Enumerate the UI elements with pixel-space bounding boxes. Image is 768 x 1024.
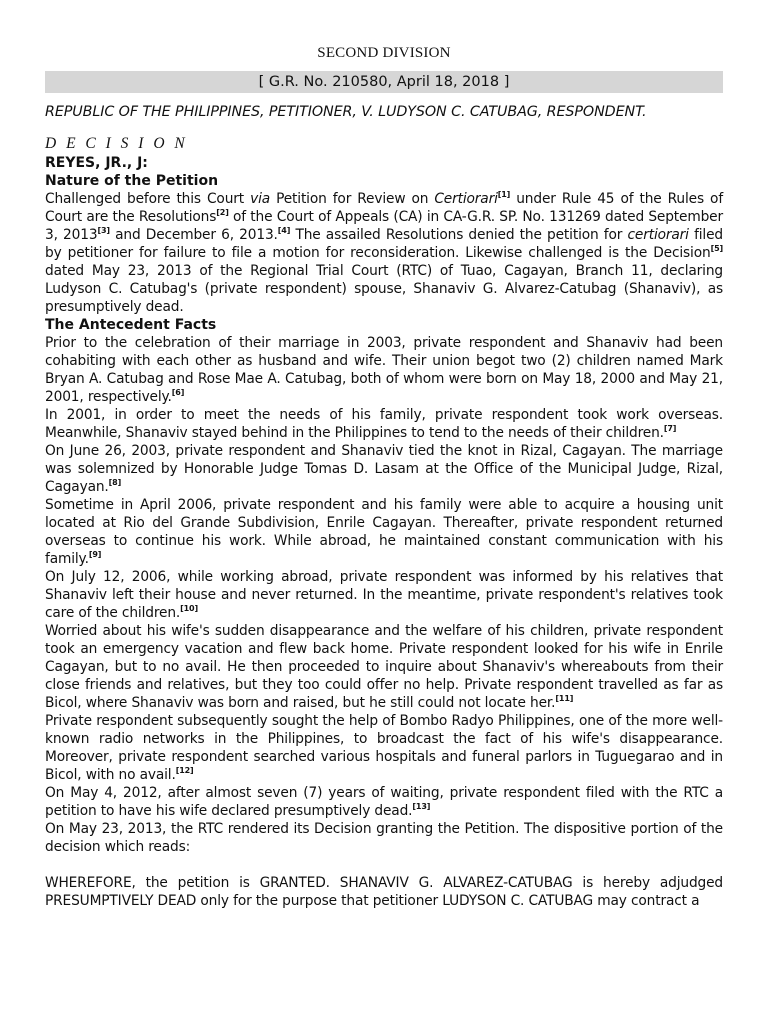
footnote-ref-5[interactable]: [5] xyxy=(710,244,723,253)
text-run: Worried about his wife's sudden disappearance and the welfare of his children, private respondent took an emergency vacation and flew back home. Private respondent looked for his wife in Enrile Cagayan, but to no avail. He then proceeded to inquire about Shanaviv's whereabouts from their close friends and relatives, but they too could offer no help. Private respondent travelled as far as Bicol, where Shanaviv was born and raised, but he still could not locate her. xyxy=(45,623,723,711)
text-run-italic: Certiorari xyxy=(434,191,498,207)
paragraph-nature xyxy=(45,190,723,316)
paragraph xyxy=(45,622,723,712)
paragraph xyxy=(45,820,723,856)
text-run: WHEREFORE, the petition is GRANTED. SHANAVIV G. ALVAREZ-CATUBAG is hereby adjudged PRESUMPTIVELY DEAD only for the purpose that petitioner LUDYSON C. CATUBAG may contract a xyxy=(45,875,723,909)
text-run: Challenged before this Court xyxy=(45,191,251,207)
paragraph xyxy=(45,496,723,568)
paragraph xyxy=(45,334,723,406)
text-run: On June 26, 2003, private respondent and Shanaviv tied the knot in Rizal, Cagayan. The marriage was solemnized by Honorable Judge Tomas D. Lasam at the Office of the Municipal Judge, Rizal, Cagayan. xyxy=(45,443,723,495)
footnote-ref-2[interactable]: [2] xyxy=(216,208,229,217)
document-page xyxy=(45,44,723,910)
text-run: of the Court of Appeals (CA) in CA-G.R. SP. No. 131269 dated September 3, 2013 xyxy=(45,209,723,243)
text-run: Prior to the celebration of their marriage in 2003, private respondent and Shanaviv had been cohabiting with each other as husband and wife. Their union begot two (2) children named Mark Bryan A. Catubag and Rose Mae A. Catubag, both of whom were born on May 18, 2000 and May 21, 2001, respectively. xyxy=(45,335,723,405)
text-run: The assailed Resolutions denied the petition for xyxy=(290,227,628,243)
section-heading-facts: The Antecedent Facts xyxy=(45,317,217,333)
text-run: Sometime in April 2006, private respondent and his family were able to acquire a housing unit located at Rio del Grande Subdivision, Enrile Cagayan. Thereafter, private respondent returned overseas to continue his work. While abroad, he maintained constant communication with his family. xyxy=(45,497,723,567)
footnote-ref-4[interactable]: [4] xyxy=(277,226,291,235)
footnote-ref-1[interactable]: [1] xyxy=(497,190,511,199)
text-run-italic: certiorari xyxy=(627,227,689,243)
text-run: dated May 23, 2013 of the Regional Trial Court (RTC) of Tuao, Cagayan, Branch 11, declaring Ludyson C. Catubag's (private respondent) spouse, Shanaviv G. Alvarez-Catubag (Shanaviv), as presumptively dead. xyxy=(45,263,723,315)
decision-title: D E C I S I O N xyxy=(45,135,188,152)
paragraph xyxy=(45,712,723,784)
case-number-bar: [ G.R. No. 210580, April 18, 2018 ] xyxy=(45,71,723,93)
ponente: REYES, JR., J: xyxy=(45,155,148,171)
division-heading: SECOND DIVISION xyxy=(317,45,451,61)
text-run: In 2001, in order to meet the needs of his family, private respondent took work overseas. Meanwhile, Shanaviv stayed behind in the Philippines to tend to the needs of their children. xyxy=(45,407,723,441)
text-run: On May 4, 2012, after almost seven (7) years of waiting, private respondent filed with the RTC a petition to have his wife declared presumptively dead. xyxy=(45,785,723,819)
footnote-ref-6[interactable]: [6] xyxy=(171,388,185,397)
footnote-ref-11[interactable]: [11] xyxy=(555,694,574,703)
paragraph xyxy=(45,442,723,496)
paragraph xyxy=(45,568,723,622)
text-run: On May 23, 2013, the RTC rendered its Decision granting the Petition. The dispositive portion of the decision which reads: xyxy=(45,821,723,855)
footnote-ref-12[interactable]: [12] xyxy=(175,766,194,775)
footnote-ref-9[interactable]: [9] xyxy=(88,550,102,559)
footnote-ref-10[interactable]: [10] xyxy=(180,604,198,613)
footnote-ref-8[interactable]: [8] xyxy=(108,478,122,487)
footnote-ref-7[interactable]: [7] xyxy=(663,424,677,433)
paragraph xyxy=(45,784,723,820)
text-run: under Rule 45 of the Rules of Court are the Resolutions xyxy=(45,191,724,225)
text-run: On July 12, 2006, while working abroad, private respondent was informed by his relatives that Shanaviv left their house and never returned. In the meantime, private respondent's relatives took care of the children. xyxy=(45,569,723,621)
paragraph xyxy=(45,406,723,442)
section-heading-nature: Nature of the Petition xyxy=(45,173,219,189)
case-title: REPUBLIC OF THE PHILIPPINES, PETITIONER, V. LUDYSON C. CATUBAG, RESPONDENT. xyxy=(45,104,647,120)
text-run: and December 6, 2013. xyxy=(109,227,278,243)
text-run: Petition for Review on xyxy=(270,191,435,207)
text-run-italic: via xyxy=(250,191,271,207)
footnote-ref-13[interactable]: [13] xyxy=(412,802,431,811)
footnote-ref-3[interactable]: [3] xyxy=(97,226,110,235)
text-run: Private respondent subsequently sought the help of Bombo Radyo Philippines, one of the more well-known radio networks in the Philippines, to broadcast the fact of his wife's disappearance. Moreover, private respondent searched various hospitals and funeral parlors in Tuguegarao and in Bicol, with no avail. xyxy=(45,713,723,783)
text-run: filed by petitioner for failure to file a motion for reconsideration. Likewise challenged is the Decision xyxy=(45,227,723,261)
dispositive-paragraph xyxy=(45,874,723,910)
